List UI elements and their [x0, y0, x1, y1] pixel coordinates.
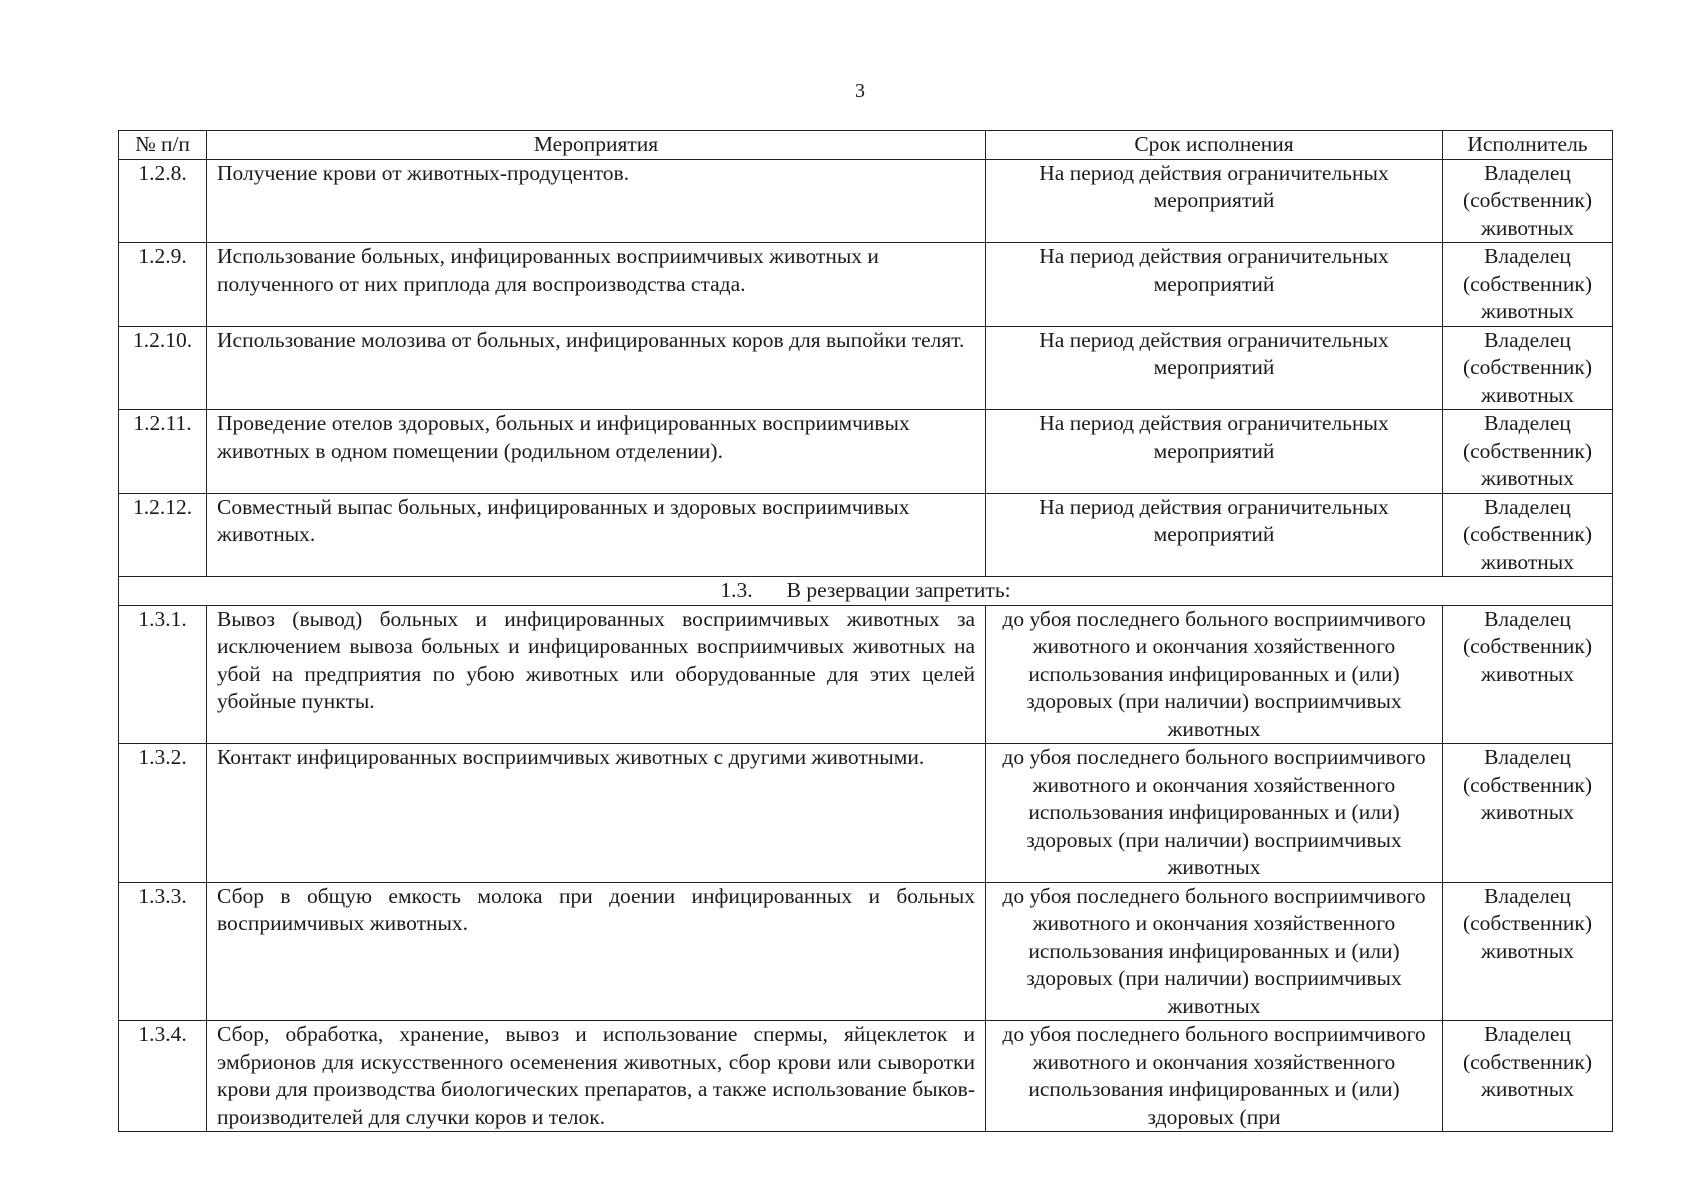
executor-line: Владелец [1484, 1022, 1571, 1046]
executor-line: животных [1481, 661, 1574, 686]
section-number: 1.3. [720, 578, 753, 602]
row-number: 1.2.12. [119, 493, 207, 577]
executor-line: (собственник) [1462, 188, 1593, 212]
executor-line: Владелец [1484, 244, 1571, 268]
executor-line: Владелец [1484, 883, 1571, 908]
table-row [119, 410, 1613, 494]
table-row [119, 326, 1613, 410]
row-term: до убоя последнего больного восприимчивого животного и окончания хозяйственного использования инфицированных и (или) здоровых (при наличии) восприимчивых животных [986, 605, 1443, 744]
row-number: 1.2.9. [119, 243, 207, 327]
executor-line: Владелец [1484, 411, 1571, 435]
executor-line: животных [1481, 215, 1574, 240]
row-executor [1443, 243, 1613, 327]
row-term: На период действия ограничительных мероприятий [986, 159, 1443, 243]
row-action: Использование больных, инфицированных восприимчивых животных и полученного от них приплода для воспроизводства стада. [207, 243, 986, 327]
executor-line: (собственник) [1462, 1049, 1593, 1074]
row-number: 1.3.1. [119, 605, 207, 744]
executor-line: животных [1481, 466, 1574, 490]
executor-line: (собственник) [1462, 271, 1593, 296]
header-executor: Исполнитель [1443, 131, 1613, 160]
row-executor [1443, 605, 1613, 744]
header-num: № п/п [119, 131, 207, 160]
row-number: 1.3.4. [119, 1021, 207, 1132]
executor-line: животных [1481, 1077, 1574, 1101]
row-term: до убоя последнего больного восприимчивого животного и окончания хозяйственного использования инфицированных и (или) здоровых (при [986, 1021, 1443, 1132]
table-row [119, 243, 1613, 327]
table-row [119, 493, 1613, 577]
executor-line: (собственник) [1462, 522, 1593, 546]
section-title: В резервации запретить: [786, 578, 1011, 602]
row-action: Совместный выпас больных, инфицированных и здоровых восприимчивых животных. [207, 493, 986, 577]
row-number: 1.3.3. [119, 882, 207, 1021]
row-number: 1.2.10. [119, 326, 207, 410]
executor-line: Владелец [1484, 327, 1571, 352]
executor-line: Владелец [1484, 160, 1571, 185]
row-executor [1443, 493, 1613, 577]
executor-line: (собственник) [1462, 634, 1593, 658]
row-executor [1443, 410, 1613, 494]
row-action: Контакт инфицированных восприимчивых животных с другими животными. [207, 744, 986, 883]
row-action: Вывоз (вывод) больных и инфицированных восприимчивых животных за исключением вывоза больных и инфицированных восприимчивых животных на убой на предприятия по убою животных или оборудованные для этих целей убойные пункты. [207, 605, 986, 744]
executor-line: животных [1481, 800, 1574, 824]
row-term: На период действия ограничительных мероприятий [986, 410, 1443, 494]
row-action: Проведение отелов здоровых, больных и инфицированных восприимчивых животных в одном помещении (родильном отделении). [207, 410, 986, 494]
row-action: Сбор в общую емкость молока при доении инфицированных и больных восприимчивых животных. [207, 882, 986, 1021]
row-term: На период действия ограничительных мероприятий [986, 243, 1443, 327]
executor-line: животных [1481, 299, 1574, 323]
row-term: до убоя последнего больного восприимчивого животного и окончания хозяйственного использования инфицированных и (или) здоровых (при наличии) восприимчивых животных [986, 882, 1443, 1021]
executor-line: Владелец [1484, 745, 1571, 769]
table-row [119, 1021, 1613, 1132]
row-number: 1.3.2. [119, 744, 207, 883]
executor-line: (собственник) [1462, 355, 1593, 379]
executor-line: (собственник) [1462, 772, 1593, 797]
page-number: 3 [855, 80, 865, 102]
table-row [119, 882, 1613, 1021]
row-executor [1443, 744, 1613, 883]
executor-line: Владелец [1484, 494, 1571, 519]
executor-line: (собственник) [1462, 438, 1593, 463]
row-term: На период действия ограничительных мероприятий [986, 493, 1443, 577]
header-term: Срок исполнения [986, 131, 1443, 160]
row-executor [1443, 326, 1613, 410]
executor-line: животных [1481, 549, 1574, 574]
header-action: Мероприятия [207, 131, 986, 160]
row-number: 1.2.8. [119, 159, 207, 243]
row-term: На период действия ограничительных мероприятий [986, 326, 1443, 410]
table-row [119, 605, 1613, 744]
row-action: Получение крови от животных-продуцентов. [207, 159, 986, 243]
section-heading-row [119, 577, 1613, 606]
row-number: 1.2.11. [119, 410, 207, 494]
row-executor [1443, 1021, 1613, 1132]
measures-table [118, 130, 1613, 1132]
table-row [119, 744, 1613, 883]
section-heading [119, 577, 1613, 606]
row-action: Использование молозива от больных, инфицированных коров для выпойки телят. [207, 326, 986, 410]
executor-line: животных [1481, 382, 1574, 407]
row-executor [1443, 159, 1613, 243]
executor-line: животных [1481, 938, 1574, 963]
table-header-row [119, 131, 1613, 160]
executor-line: Владелец [1484, 606, 1571, 631]
executor-line: (собственник) [1462, 911, 1593, 935]
table-row [119, 159, 1613, 243]
row-executor [1443, 882, 1613, 1021]
row-action: Сбор, обработка, хранение, вывоз и использование спермы, яйцеклеток и эмбрионов для искусственного осеменения животных, сбор крови или сыворотки крови для производства биологических препаратов, а также использование быков-производителей для случки коров и телок. [207, 1021, 986, 1132]
row-term: до убоя последнего больного восприимчивого животного и окончания хозяйственного использования инфицированных и (или) здоровых (при наличии) восприимчивых животных [986, 744, 1443, 883]
